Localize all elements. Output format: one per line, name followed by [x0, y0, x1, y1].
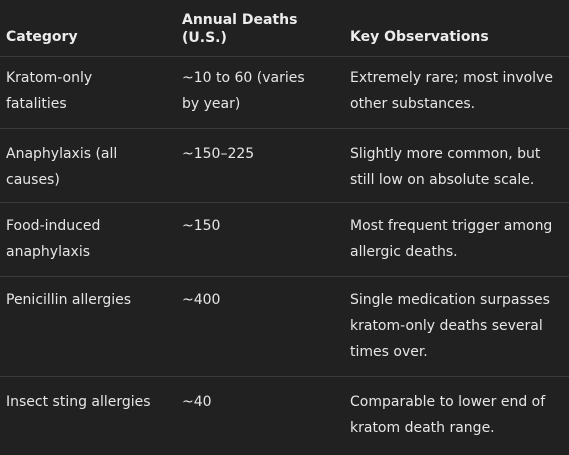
row-observations: Comparable to lower end of kratom death range. [350, 394, 546, 436]
row-category: Penicillin allergies [6, 292, 132, 308]
row-category: Insect sting allergies [6, 394, 151, 410]
row-category: Kratom-only fatalities [6, 70, 93, 112]
row-category: Food-induced anaphylaxis [6, 218, 101, 260]
row-separator [0, 276, 569, 277]
row-observations: Single medication surpasses kratom-only deaths several times over. [350, 292, 550, 360]
row-deaths: ~40 [182, 394, 212, 410]
row-separator [0, 128, 569, 129]
row-deaths: ~150 [182, 218, 221, 234]
row-observations: Extremely rare; most involve other substances. [350, 70, 553, 112]
row-deaths: ~10 to 60 (varies by year) [182, 70, 305, 112]
row-observations: Slightly more common, but still low on absolute scale. [350, 146, 541, 188]
row-deaths: ~150–225 [182, 146, 255, 162]
header-separator [0, 56, 569, 57]
row-observations: Most frequent trigger among allergic deaths. [350, 218, 553, 260]
header-annual-deaths: Annual Deaths (U.S.) [182, 12, 298, 46]
row-separator [0, 202, 569, 203]
row-separator [0, 376, 569, 377]
header-key-observations: Key Observations [350, 29, 489, 45]
row-category: Anaphylaxis (all causes) [6, 146, 118, 188]
header-category: Category [6, 29, 78, 45]
row-deaths: ~400 [182, 292, 221, 308]
